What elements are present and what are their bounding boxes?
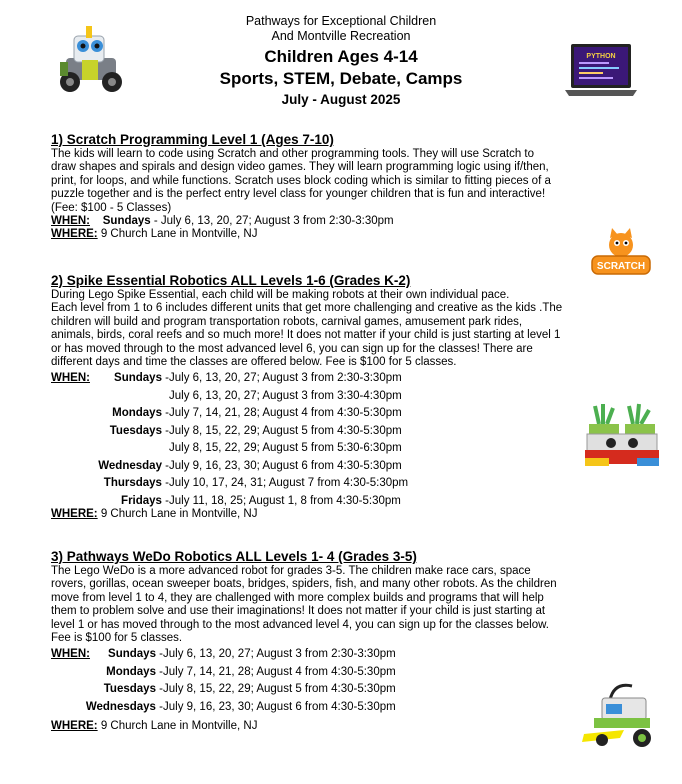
description-line: Each level from 1 to 6 includes different units that get more challenging and creative as the kids .The	[51, 302, 563, 315]
description-line: move from level 1 to 4, they are challenged with more complex builds and programs that will help	[51, 591, 544, 604]
where-label: WHERE:	[51, 720, 98, 733]
description-line: The Lego WeDo is a more advanced robot for grades 3-5. The children make race cars, space	[51, 565, 531, 577]
schedule-dates: July 8, 15, 22, 29; August 5 from 4:30-5:30pm	[163, 683, 396, 696]
schedule-day: Sundays	[114, 372, 162, 385]
schedule-list	[51, 370, 611, 510]
description-line: puzzle together and is the perfect entry level class for younger children that is fun and interactive!	[51, 188, 546, 201]
schedule-row	[51, 646, 611, 664]
when-label: WHEN:	[51, 648, 90, 661]
separator: -	[155, 648, 163, 661]
when-label: WHEN:	[51, 215, 90, 228]
schedule-day: Tuesdays	[103, 683, 156, 696]
schedule-day: Fridays	[121, 494, 162, 507]
schedule-day: Tuesdays	[109, 424, 162, 437]
schedule-dates: July 6, 13, 20, 27; August 3 from 2:30-3:30pm	[163, 648, 396, 661]
section-scratch	[51, 131, 611, 242]
wedo-body	[594, 718, 650, 728]
where-label: WHERE:	[51, 228, 98, 241]
title-ages: Children Ages 4-14	[264, 47, 418, 66]
description-line: animals, birds, coral reefs and so much more! It does not matter if your child is just starting at level 1	[51, 329, 561, 342]
description-line: During Lego Spike Essential, each child will be making robots at their own individual pace.	[51, 289, 510, 301]
description-line: The kids will learn to code using Scratch and other programming tools. They will use Scratch to	[51, 148, 535, 160]
schedule-dates: July 8, 15, 22, 29; August 5 from 4:30-5:30pm	[169, 424, 402, 437]
description-line: print, for loops, and while functions. Scratch uses block coding which is similar to fitting pieces of a	[51, 174, 551, 187]
org-line-1: Pathways for Exceptional Children	[245, 14, 437, 28]
section-heading: 1) Scratch Programming Level 1 (Ages 7-10)	[51, 132, 334, 147]
separator: -	[161, 494, 169, 507]
schedule-day: Mondays	[112, 407, 162, 420]
title-dates: July - August 2025	[281, 92, 401, 107]
schedule-row	[51, 475, 611, 493]
schedule-row	[51, 681, 611, 699]
title-programs: Sports, STEM, Debate, Camps	[219, 69, 463, 88]
schedule-row	[51, 388, 611, 406]
description-line: or has moved through to the most advanced level 6, you can sign up for the classes! There are	[51, 342, 533, 355]
description-line: children will build and program transportation robots, carnival games, amusement park rides,	[51, 315, 523, 328]
separator: -	[155, 683, 163, 696]
schedule-dates: - July 6, 13, 20, 27; August 3 from 2:30-3:30pm	[150, 215, 394, 228]
description-line: draw shapes and spirals and design video games. They will learn programming logic using if/then,	[51, 161, 549, 174]
section-spike	[51, 272, 611, 522]
separator: -	[161, 459, 169, 472]
separator: -	[155, 665, 163, 678]
lego-robot-image	[52, 22, 130, 96]
schedule-row	[51, 664, 611, 682]
python-label: PYTHON	[586, 53, 616, 60]
schedule-dates: July 6, 13, 20, 27; August 3 from 2:30-3:30pm	[169, 372, 402, 385]
fee-line: (Fee: $100 - 5 Classes)	[51, 201, 172, 214]
schedule-row	[51, 458, 611, 476]
schedule-day: Wednesday	[98, 459, 162, 472]
description-line: Fee is $100 for 5 classes.	[51, 632, 183, 645]
where-address: 9 Church Lane in Montville, NJ	[97, 228, 258, 241]
description-line: different days and time the classes are offered below. Fee is $100 for 5 classes.	[51, 356, 457, 369]
when-label: WHEN:	[51, 372, 90, 385]
where-line	[51, 720, 611, 733]
schedule-row	[51, 405, 611, 423]
schedule-row	[51, 699, 611, 717]
schedule-row	[51, 440, 611, 458]
separator: -	[161, 407, 169, 420]
schedule-dates: July 11, 18, 25; August 1, 8 from 4:30-5:30pm	[169, 494, 401, 507]
scratch-logo-image	[588, 228, 654, 278]
description-line: level 1 or has moved through to the most advanced level 4, you can sign up for the classes below.	[51, 618, 549, 631]
section-heading: 2) Spike Essential Robotics ALL Levels 1-6 (Grades K-2)	[51, 273, 411, 288]
where-address: 9 Church Lane in Montville, NJ	[97, 508, 258, 521]
where-line	[51, 508, 611, 521]
schedule-dates: July 9, 16, 23, 30; August 6 from 4:30-5:30pm	[169, 459, 402, 472]
separator: -	[161, 477, 169, 490]
separator: -	[161, 372, 169, 385]
lego-spike-robot-image	[581, 402, 663, 470]
org-line-2: And Montville Recreation	[271, 29, 411, 43]
schedule-day: Sundays	[102, 215, 151, 228]
section-wedo	[51, 548, 611, 734]
schedule-dates: July 10, 17, 24, 31; August 7 from 4:30-5:30pm	[169, 477, 409, 490]
lego-wedo-robot-image	[580, 680, 666, 752]
schedule-dates: July 7, 14, 21, 28; August 4 from 4:30-5:30pm	[163, 665, 396, 678]
schedule-day: Mondays	[106, 665, 156, 678]
when-line	[51, 215, 611, 228]
schedule-dates: July 9, 16, 23, 30; August 6 from 4:30-5:30pm	[163, 700, 396, 713]
separator: -	[155, 700, 163, 713]
schedule-day: Thursdays	[103, 477, 162, 490]
where-label: WHERE:	[51, 508, 98, 521]
section-heading: 3) Pathways WeDo Robotics ALL Levels 1- 4 (Grades 3-5)	[51, 549, 417, 564]
schedule-day: Wednesdays	[85, 700, 156, 713]
schedule-dates: July 8, 15, 22, 29; August 5 from 5:30-6:30pm	[169, 442, 402, 455]
schedule-row	[51, 423, 611, 441]
scratch-logo-text: SCRATCH	[596, 261, 646, 272]
description-line: them to problem solve and use their imaginations! It does not matter if your child is just starting at	[51, 605, 546, 618]
description-line: rovers, gorillas, ocean sweeper boats, bridges, spiders, fish, and many other robots. As the children	[51, 578, 557, 591]
schedule-list	[51, 646, 611, 716]
where-address: 9 Church Lane in Montville, NJ	[97, 720, 258, 733]
schedule-day: Sundays	[108, 648, 156, 661]
python-laptop-image	[565, 44, 637, 99]
schedule-row	[51, 370, 611, 388]
where-line	[51, 228, 611, 241]
schedule-dates: July 7, 14, 21, 28; August 4 from 4:30-5:30pm	[169, 407, 402, 420]
schedule-dates: July 6, 13, 20, 27; August 3 from 3:30-4:30pm	[169, 389, 402, 402]
separator: -	[161, 424, 169, 437]
